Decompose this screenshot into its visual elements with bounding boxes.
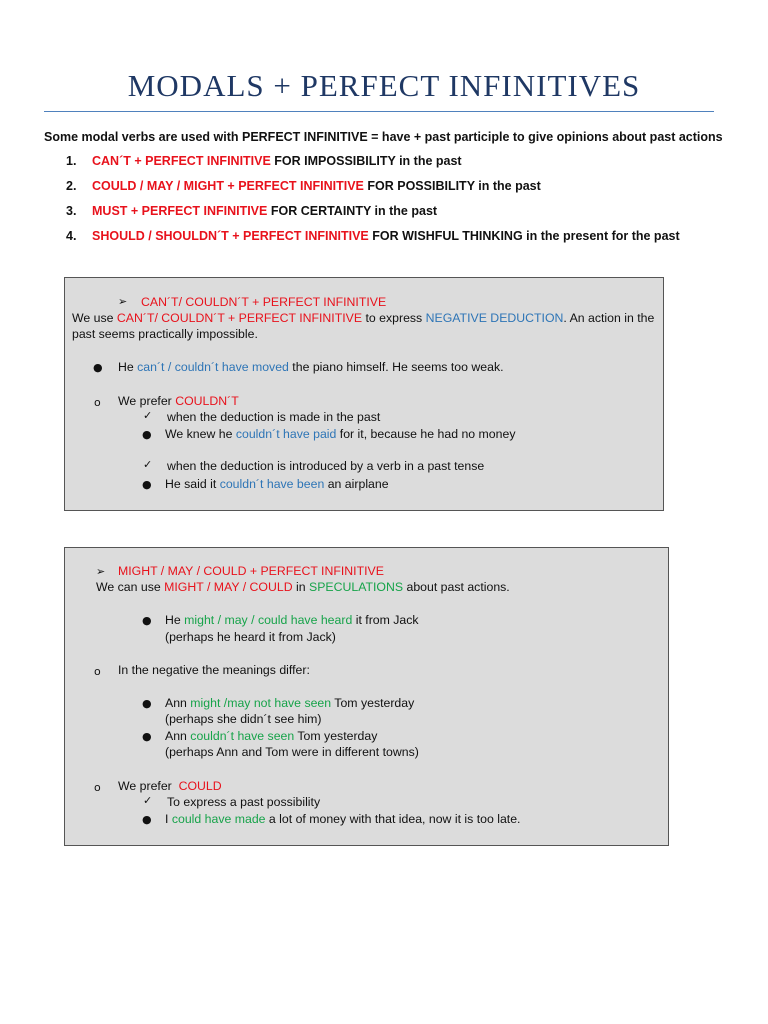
box-description: [96, 580, 510, 594]
prefer-line: [118, 779, 222, 793]
rule-item: [66, 229, 726, 254]
text-span: for it, because he had no money: [336, 427, 516, 441]
example-sentence: [165, 729, 377, 743]
text-span: We knew he: [165, 427, 236, 441]
text-span: We can use: [96, 580, 165, 594]
bullet-dot-icon: ●: [142, 428, 152, 441]
text-span: Ann: [165, 729, 191, 743]
example-sentence: [118, 360, 504, 374]
page-title: MODALS + PERFECT INFINITIVES: [127, 68, 641, 103]
text-span: a lot of money with that idea, now it is too late.: [265, 812, 521, 826]
circle-bullet-icon: o: [94, 665, 101, 678]
rule-meaning: FOR WISHFUL THINKING in the present for the past: [368, 229, 680, 243]
negative-intro: In the negative the meanings differ:: [118, 663, 310, 677]
bullet-dot-icon: ●: [142, 478, 152, 491]
text-span: the piano himself. He seems too weak.: [288, 360, 504, 374]
bullet-dot-icon: ●: [93, 361, 103, 374]
text-span: We prefer: [118, 394, 176, 408]
circle-bullet-icon: o: [94, 396, 101, 409]
example-sentence: [165, 613, 419, 627]
modal-example: couldn´t have been: [219, 477, 325, 491]
term-highlight: SPECULATIONS: [309, 580, 404, 594]
check-mark-icon: ✓: [143, 409, 153, 422]
arrow-bullet-icon: ➢: [96, 565, 106, 578]
text-span: I: [165, 812, 172, 826]
term-highlight: NEGATIVE DEDUCTION: [425, 311, 564, 325]
modal-example: couldn´t have paid: [235, 427, 337, 441]
rule-modal: SHOULD / SHOULDN´T + PERFECT INFINITIVE: [92, 229, 369, 243]
cant-couldnt-box: [64, 277, 664, 511]
text-span: We prefer: [118, 779, 179, 793]
box-heading: CAN´T/ COULDN´T + PERFECT INFINITIVE: [141, 295, 387, 309]
might-may-could-box: [64, 547, 669, 846]
box-heading: MIGHT / MAY / COULD + PERFECT INFINITIVE: [118, 564, 384, 578]
rule-meaning: FOR POSSIBILITY in the past: [363, 179, 541, 193]
usage-note: when the deduction is introduced by a verb in a past tense: [167, 459, 485, 473]
box-description-cont: past seems practically impossible.: [72, 327, 258, 341]
example-note: (perhaps he heard it from Jack): [165, 630, 336, 644]
modal-example: might / may / could have heard: [184, 613, 353, 627]
rule-modal: CAN´T + PERFECT INFINITIVE: [92, 154, 271, 168]
text-span: He: [165, 613, 185, 627]
example-sentence: [165, 696, 414, 710]
bullet-dot-icon: ●: [142, 697, 152, 710]
check-mark-icon: ✓: [143, 794, 153, 807]
rule-modal: COULD / MAY / MIGHT + PERFECT INFINITIVE: [92, 179, 364, 193]
text-span: Ann: [165, 696, 191, 710]
rules-list: [66, 154, 726, 254]
check-mark-icon: ✓: [143, 458, 153, 471]
example-sentence: [165, 427, 515, 441]
modal-example: might /may not have seen: [190, 696, 332, 710]
rule-number: 3.: [66, 204, 77, 218]
rule-meaning: FOR IMPOSSIBILITY in the past: [270, 154, 462, 168]
text-span: . An action in the: [563, 311, 655, 325]
modal-highlight: CAN´T/ COULDN´T + PERFECT INFINITIVE: [116, 311, 363, 325]
text-span: Tom yesterday: [331, 696, 415, 710]
rule-item: [66, 204, 726, 229]
modal-example: could have made: [171, 812, 266, 826]
rule-item: [66, 179, 726, 204]
text-span: in: [292, 580, 309, 594]
modal-highlight: COULD: [178, 779, 222, 793]
text-span: it from Jack: [352, 613, 419, 627]
text-span: an airplane: [324, 477, 389, 491]
text-span: to express: [362, 311, 426, 325]
bullet-dot-icon: ●: [142, 614, 152, 627]
intro-text: Some modal verbs are used with PERFECT INFINITIVE = have + past participle to give opinions about past actions: [44, 130, 723, 144]
rule-number: 1.: [66, 154, 77, 168]
example-sentence: [165, 477, 389, 491]
box-description: [72, 311, 654, 325]
usage-note: To express a past possibility: [167, 795, 321, 809]
modal-highlight: COULDN´T: [175, 394, 239, 408]
rule-number: 4.: [66, 229, 77, 243]
text-span: We use: [72, 311, 117, 325]
title-divider: [44, 111, 714, 112]
example-note: (perhaps Ann and Tom were in different towns): [165, 745, 419, 759]
rule-meaning: FOR CERTAINTY in the past: [267, 204, 438, 218]
arrow-bullet-icon: ➢: [118, 295, 128, 308]
example-sentence: [165, 812, 520, 826]
text-span: about past actions.: [403, 580, 510, 594]
modal-example: can´t / couldn´t have moved: [137, 360, 289, 374]
rule-item: [66, 154, 726, 179]
circle-bullet-icon: o: [94, 781, 101, 794]
text-span: He said it: [165, 477, 220, 491]
bullet-dot-icon: ●: [142, 730, 152, 743]
example-note: (perhaps she didn´t see him): [165, 712, 322, 726]
text-span: He: [118, 360, 138, 374]
rule-modal: MUST + PERFECT INFINITIVE: [92, 204, 268, 218]
modal-example: couldn´t have seen: [190, 729, 295, 743]
bullet-dot-icon: ●: [142, 813, 152, 826]
rule-number: 2.: [66, 179, 77, 193]
text-span: Tom yesterday: [294, 729, 378, 743]
prefer-line: [118, 394, 239, 408]
modal-highlight: MIGHT / MAY / COULD: [164, 580, 293, 594]
usage-note: when the deduction is made in the past: [167, 410, 381, 424]
